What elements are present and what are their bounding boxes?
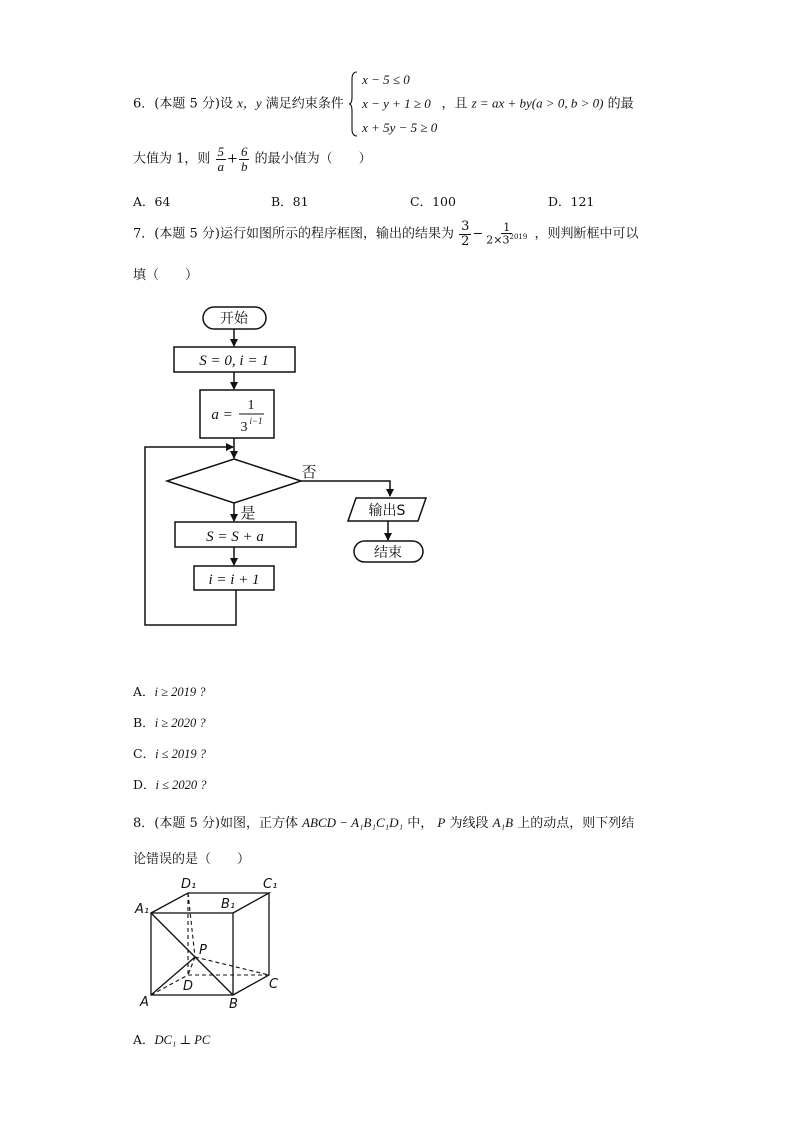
q8-line1-post: 上的动点，则下列结	[517, 816, 635, 831]
flow-no-label: 否	[301, 463, 317, 481]
q7-option-c-expr: i ≤ 2019 ?	[155, 747, 207, 761]
q7-line1-pre: 7．(本题 5 分)运行如图所示的程序框图，输出的结果为	[133, 226, 454, 242]
flow-assign-num: 1	[247, 398, 255, 413]
frac1-num: 5	[217, 144, 225, 159]
q6-option-c[interactable]: C．100	[410, 194, 456, 209]
q6-option-b[interactable]: B．81	[271, 194, 309, 209]
label-D1: D₁	[181, 877, 197, 892]
label-B1: B₁	[221, 897, 236, 912]
constraint-1: x − 5 ≤ 0	[362, 72, 410, 87]
label-P: P	[199, 943, 207, 958]
constraint-3: x + 5y − 5 ≥ 0	[362, 120, 438, 135]
q7-option-a-expr: i ≥ 2019 ?	[154, 685, 206, 699]
q8-point: P	[437, 815, 446, 830]
q8-segment: A₁B	[492, 815, 514, 830]
constraint-2: x − y + 1 ≥ 0	[362, 96, 431, 111]
label-A: A	[140, 995, 149, 1010]
q6-line2-pre: 大值为 1，则	[133, 151, 211, 167]
q7-option-b-letter: B．	[133, 715, 155, 730]
flow-output-label: 输出S	[368, 503, 406, 519]
label-D: D	[183, 979, 194, 994]
flow-end-label: 结束	[374, 545, 402, 561]
q8-option-a-expr: DC₁ ⊥ PC	[154, 1033, 211, 1047]
q6-option-d[interactable]: D．121	[548, 194, 595, 209]
q7-f1-num: 3	[461, 219, 470, 234]
q6-and-label: ，且	[441, 96, 468, 112]
flow-start-label: 开始	[220, 311, 248, 327]
plus-sign: +	[227, 151, 238, 167]
q6-cond-label: 满足约束条件	[265, 96, 344, 112]
q8-line2: 论错误的是（ ）	[133, 852, 251, 867]
flow-assign-den: 3	[240, 420, 248, 435]
frac1-den: a	[217, 158, 225, 174]
flow-init-label: S = 0, i = 1	[199, 353, 269, 369]
q6-objective: z = ax + by(a > 0, b > 0)	[471, 95, 604, 111]
label-C1: C₁	[263, 877, 278, 892]
q8-line1-pre: 8．(本题 5 分)如图，正方体	[133, 816, 298, 831]
q7-f2-exp: 2019	[509, 233, 528, 242]
flow-yes-label: 是	[240, 504, 256, 522]
q6-option-a[interactable]: A．64	[133, 194, 171, 209]
q7-f1-den: 2	[461, 233, 470, 249]
q7-option-d-letter: D．	[133, 777, 156, 792]
flow-assign-lhs: a =	[211, 407, 233, 423]
q7-option-d-expr: i ≤ 2020 ?	[155, 778, 207, 792]
q6-number: 6．(本题 5 分)设	[133, 96, 233, 112]
q8-cube-name: ABCD − A₁B₁C₁D₁	[302, 815, 404, 830]
q7-f2-den: 2×3	[486, 233, 510, 247]
q6-vars: x，y	[237, 95, 262, 111]
label-B: B	[229, 997, 238, 1012]
q7-option-c-letter: C．	[133, 746, 156, 761]
frac2-den: b	[240, 158, 248, 174]
q7-option-b-expr: i ≥ 2020 ?	[154, 716, 206, 730]
q6-line2-post: 的最小值为（ ）	[254, 151, 372, 167]
flow-assign-exp: i−1	[249, 416, 263, 426]
label-A1: A₁	[135, 902, 150, 917]
q8-option-a-letter: A．	[133, 1032, 155, 1047]
q7-f2-num: 1	[503, 220, 511, 234]
q7-line1-post: ，则判断框中可以	[534, 226, 639, 242]
q8-mid: 中，	[407, 816, 434, 831]
minus-sign: −	[472, 226, 484, 242]
q7-option-a-letter: A．	[133, 684, 155, 699]
q8-option-a[interactable]	[133, 1030, 210, 1048]
q7-line2: 填（ ）	[133, 268, 199, 283]
q6-tail: 的最	[607, 96, 634, 112]
flow-inc-label: i = i + 1	[208, 572, 260, 588]
frac2-num: 6	[240, 144, 248, 159]
q8-mid2: 为线段	[449, 816, 489, 831]
flow-sum-label: S = S + a	[206, 529, 264, 545]
label-C: C	[269, 977, 279, 992]
